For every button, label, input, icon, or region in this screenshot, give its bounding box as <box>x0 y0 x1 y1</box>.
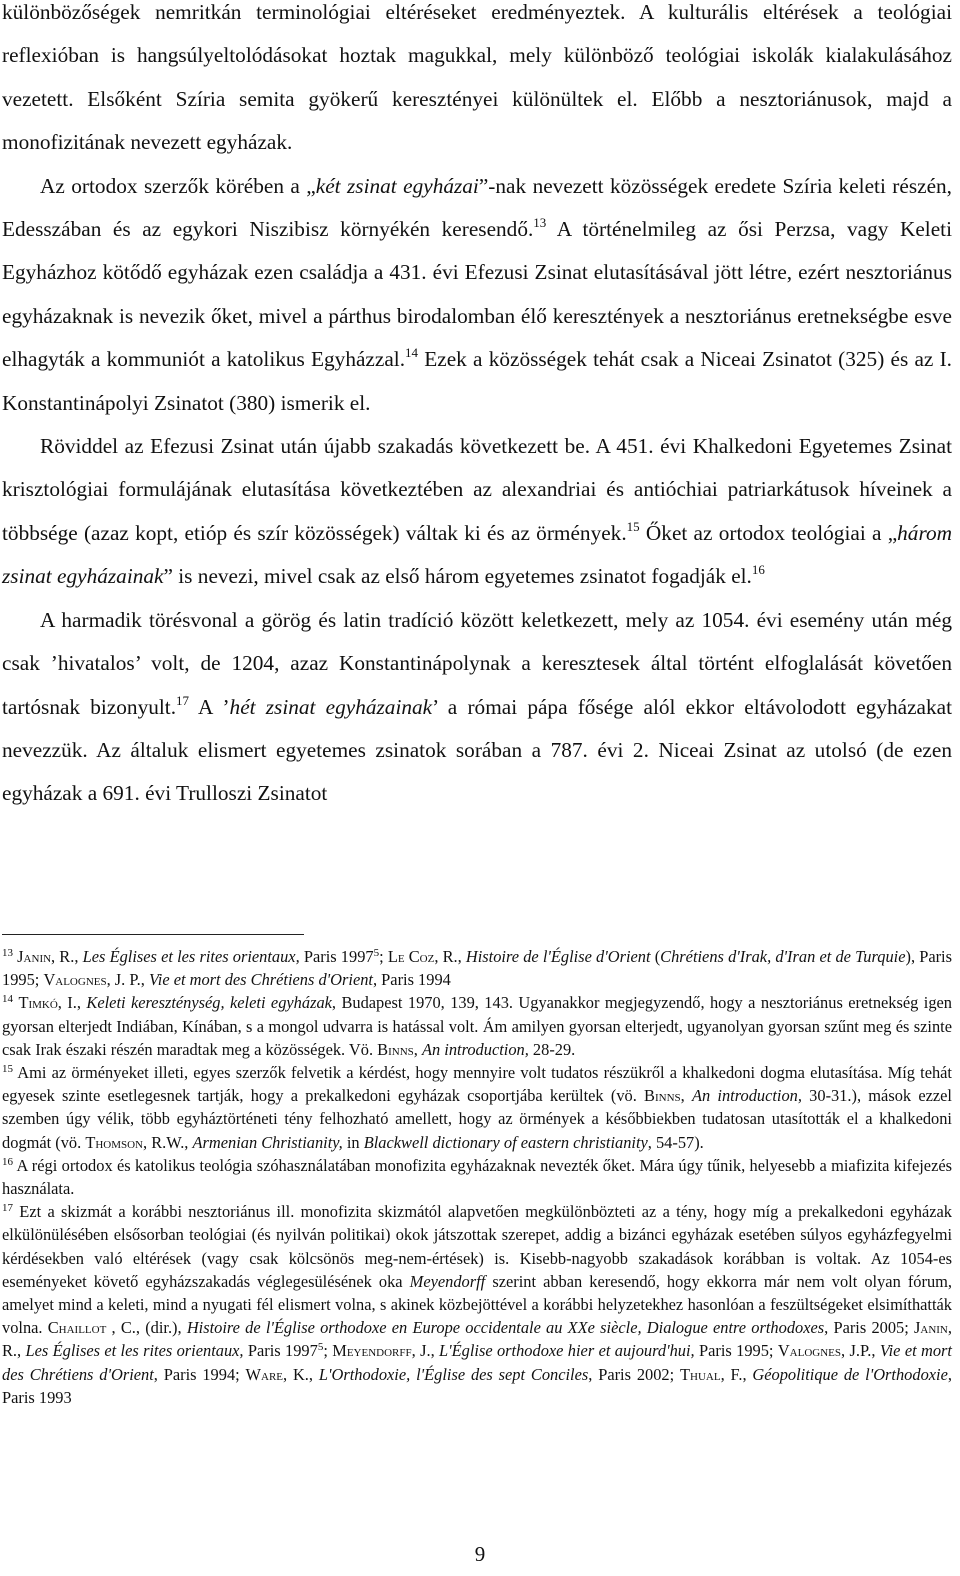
footnote-reference: 5 <box>373 947 380 959</box>
footnote-reference: 16 <box>2 1155 13 1168</box>
author-name: Janin, R. <box>17 947 75 966</box>
italic-text: két zsinat egyházai <box>315 173 479 198</box>
text-run: Az ortodox szerzők körében a „ <box>40 173 316 198</box>
author-name: Janin, R. <box>2 1318 952 1361</box>
italic-text: L'Orthodoxie, l'Église des sept Conciles <box>318 1364 589 1384</box>
footnote-separator <box>2 934 304 935</box>
text-run: , C., (dir.), <box>106 1318 187 1338</box>
text-run: , <box>76 993 87 1013</box>
text-run: Röviddel az Efezusi Zsinat után újabb szakadás következett be. A 451. évi Khalkedoni Egyetemes Zsinat krisztológiai formulájának elutasítása következtében az alexandriai és antióchiai patriarkátusok híveinek a többsége (azaz kopt, etióp és szír közösségek) váltak ki és az örmények. <box>2 434 952 545</box>
author-name: Le Coz, R. <box>387 947 458 966</box>
text-run: , <box>871 1341 880 1361</box>
text-run: Paris 1997 <box>299 947 374 966</box>
text-run: , <box>308 1364 319 1384</box>
italic-text: Histoire de l'Église d'Orient <box>465 947 651 966</box>
paragraph <box>2 165 952 425</box>
italic-text: Les Églises et les rites orientaux, <box>82 947 300 966</box>
text-run: , Budapest 1970, 139, 143. Ugyanakkor megjegyzendő, hogy a nesztoriánus eretnekség igen gyorsan elterjedt Indiában, Kínában, s a mongol udvarra is hatással volt. Ám amilyen gyorsan elterjedt, ugyanolyan gyorsan szűnt meg és szinte csak Irak északi részén maradtak meg a közösségek. Vö. <box>2 993 952 1059</box>
footnote-reference: 13 <box>2 947 13 959</box>
author-name: Thomson, R.W. <box>85 1132 185 1152</box>
body-text <box>2 0 952 816</box>
italic-text: L'Église orthodoxe hier et aujourd'hui, <box>439 1341 695 1361</box>
text-run: ; <box>323 1341 333 1361</box>
text-run: A régi ortodox és katolikus teológia szóhasználatában monofizita egyházaknak nevezték őket. Mára úgy tűnik, helyesebb a miafizita kifejezés használata. <box>2 1155 952 1199</box>
footnote-reference: 17 <box>2 1202 13 1215</box>
author-name: Binns <box>377 1039 414 1059</box>
text-run: 30-31.), mások ezzel szemben úgy vélik, több egyháztörténeti tény felhozható amellett, hogy az örmények a későbbiekben tudatosan utasították el a khalkedoni dogmát (vö. <box>2 1086 952 1152</box>
text-run: ’ a római pápa fősége alól ekkor eltávolodott egyházakat nevezzük. Az általuk elismert egyetemes zsinatok sorában a 787. évi 2. Niceai Zsinat az utolsó (de ezen egyházak a 691. évi Trulloszi Zsinatot <box>2 694 952 806</box>
text-run: , <box>430 1341 440 1361</box>
paragraph <box>2 599 952 816</box>
text-run: A történelmileg az ősi Perzsa, vagy Keleti Egyházhoz kötődő egyházak ezen családja a 431. évi Efezusi Zsinat elutasításával jött létre, ezért nesztoriánus egyházaknak is nevezik őket, mivel a párthus birodalomban élő keresztények a nesztoriánus eretnekségbe esve elhagyták a kommuniót a katolikus Egyházzal. <box>2 217 952 372</box>
footnote-reference: 15 <box>626 518 640 534</box>
footnote-reference: 15 <box>2 1063 13 1076</box>
text-run: ), Paris 1995; <box>2 947 952 990</box>
author-name: Valognes, J.P. <box>777 1341 872 1361</box>
text-run: , Paris 1994; <box>153 1364 246 1384</box>
footnote <box>2 1061 952 1154</box>
text-run: 28-29. <box>528 1039 576 1059</box>
paragraph <box>2 0 952 165</box>
footnote <box>2 1200 952 1409</box>
text-run: ( <box>650 947 661 966</box>
text-run: ”-nak nevezett közösségek eredete Szíria keleti részén, Edesszában és az egykori Niszibisz környékén keresendő. <box>2 173 952 242</box>
italic-text: Armenian Christianity, <box>192 1132 343 1152</box>
footnote <box>2 1154 952 1200</box>
footnote-reference: 5 <box>317 1341 324 1354</box>
italic-text: An introduction, <box>421 1039 529 1059</box>
text-run: Ezek a közösségek tehát csak a Niceai Zsinatot (325) és az I. Konstantinápolyi Zsinatot (380) ismerik el. <box>2 347 952 415</box>
text-run: , <box>680 1086 692 1106</box>
paragraph <box>2 425 952 599</box>
italic-text: Vie et mort des Chrétiens d'Orient <box>148 970 373 990</box>
footnotes <box>2 945 952 1409</box>
author-name: Chaillot <box>47 1318 107 1338</box>
text-run: in <box>342 1132 364 1152</box>
text-run: , Paris 2005; <box>824 1318 914 1338</box>
footnote <box>2 945 952 991</box>
text-run: különbözőségek nemritkán terminológiai eltéréseket eredményeztek. A kulturális eltérések a teológiai reflexióban is hangsúlyeltolódásokat hoztak magukkal, mely különböző teológiai iskolák kialakulásához vezetett. Elsőként Szíria semita gyökerű keresztényei különültek el. Előbb a nesztoriánusok, majd a monofizitának nevezett egyházak. <box>2 0 952 155</box>
text-run: , Paris 1993 <box>2 1364 952 1407</box>
page-number: 9 <box>474 1542 486 1566</box>
text-run: , <box>413 1039 422 1059</box>
text-run: A ’ <box>189 694 230 719</box>
footnote <box>2 991 952 1061</box>
italic-text: Géopolitique de l'Orthodoxie <box>752 1364 948 1384</box>
italic-text: Blackwell dictionary of eastern christianity <box>363 1132 648 1152</box>
footnote-reference: 13 <box>533 215 547 231</box>
text-run: Ezt a skizmát a korábbi nesztoriánus ill. monofizita skizmától alapvetően megkülönbözteti az a tény, hogy míg a prekalkedoni egyházak elkülönülésében elsősorban teológiai (és nyilván politikai) okok játszottak szerepet, addig a bizánci egyházak esetében súlyos egyházfegyelmi kérdésekben való eltérések (vagy csak kölcsönös meg-nem-értések) is. Kisebb-nagyobb szakadások korábban is voltak. Az 1054-es eseményeket követő egyházszakadás véglegesülésének oka <box>2 1202 952 1291</box>
author-name: Timkó, I. <box>18 993 77 1013</box>
italic-text: három zsinat egyházainak <box>2 520 952 589</box>
italic-text: hét zsinat egyházainak <box>229 694 433 719</box>
text-run: Ami az örményeket illeti, egyes szerzők felvetik a kérdést, hogy mennyire volt tudatos részükről a khalkedoni dogma elutasítása. Míg tehát egyesek szinte esetlegesnek tartják, hogy a prekalkedoni egyházak csoportjába kerültek (vö. <box>2 1063 952 1106</box>
italic-text: Histoire de l'Église orthodoxe en Europe occidentale au XXe siècle, Dialogue entre orthodoxes <box>186 1318 825 1338</box>
text-run: , <box>17 1341 26 1361</box>
author-name: Valognes, J. P. <box>43 970 141 990</box>
footnote-reference: 14 <box>405 345 419 361</box>
italic-text: An introduction, <box>691 1086 802 1106</box>
author-name: Binns <box>644 1086 681 1106</box>
footnote-reference: 16 <box>751 562 765 578</box>
text-run: Őket az ortodox teológiai a „ <box>639 520 898 545</box>
text-run: Paris 1995; <box>694 1341 778 1361</box>
italic-text: Meyendorff <box>409 1271 486 1291</box>
text-run: , Paris 2002; <box>588 1364 681 1384</box>
author-name: Thual, F. <box>680 1364 743 1384</box>
footnote-reference: 17 <box>176 692 190 708</box>
italic-text: Les Églises et les rites orientaux, <box>25 1341 244 1361</box>
author-name: Meyendorff, J. <box>332 1341 431 1361</box>
text-run: , <box>184 1132 193 1152</box>
text-run: , <box>742 1364 753 1384</box>
text-run: , <box>140 970 149 990</box>
italic-text: Vie et mort des Chrétiens d'Orient <box>2 1341 952 1384</box>
text-run: , 54-57). <box>647 1132 704 1152</box>
text-run: Paris 1997 <box>243 1341 318 1361</box>
text-run: ” is nevezi, mivel csak az első három egyetemes zsinatot fogadják el. <box>163 564 752 589</box>
text-run: , Paris 1994 <box>372 970 451 990</box>
text-run: , <box>457 947 466 966</box>
footnote-reference: 14 <box>2 993 13 1006</box>
italic-text: Chrétiens d'Irak, d'Iran et de Turquie <box>660 947 906 966</box>
text-run: A harmadik törésvonal a görög és latin tradíció között keletkezett, mely az 1054. évi esemény után még csak ’hivatalos’ volt, de 1204, azaz Konstantinápolynak a keresztesek által történt elfoglalását követően tartósnak bizonyult. <box>2 607 952 719</box>
author-name: Ware, K. <box>245 1364 309 1384</box>
text-run: , <box>74 947 83 966</box>
italic-text: Keleti kereszténység, keleti egyházak <box>86 993 332 1013</box>
text-run: ; <box>379 947 388 966</box>
text-run: szerint abban keresendő, hogy ekkorra már nem volt olyan fórum, amelyet mind a keleti, mind a nyugati fél elismert volna, s akinek közbejöttével a korábbi helyzetekhez hasonlóan a feszültségeket elsimíthatták volna. <box>2 1271 952 1338</box>
